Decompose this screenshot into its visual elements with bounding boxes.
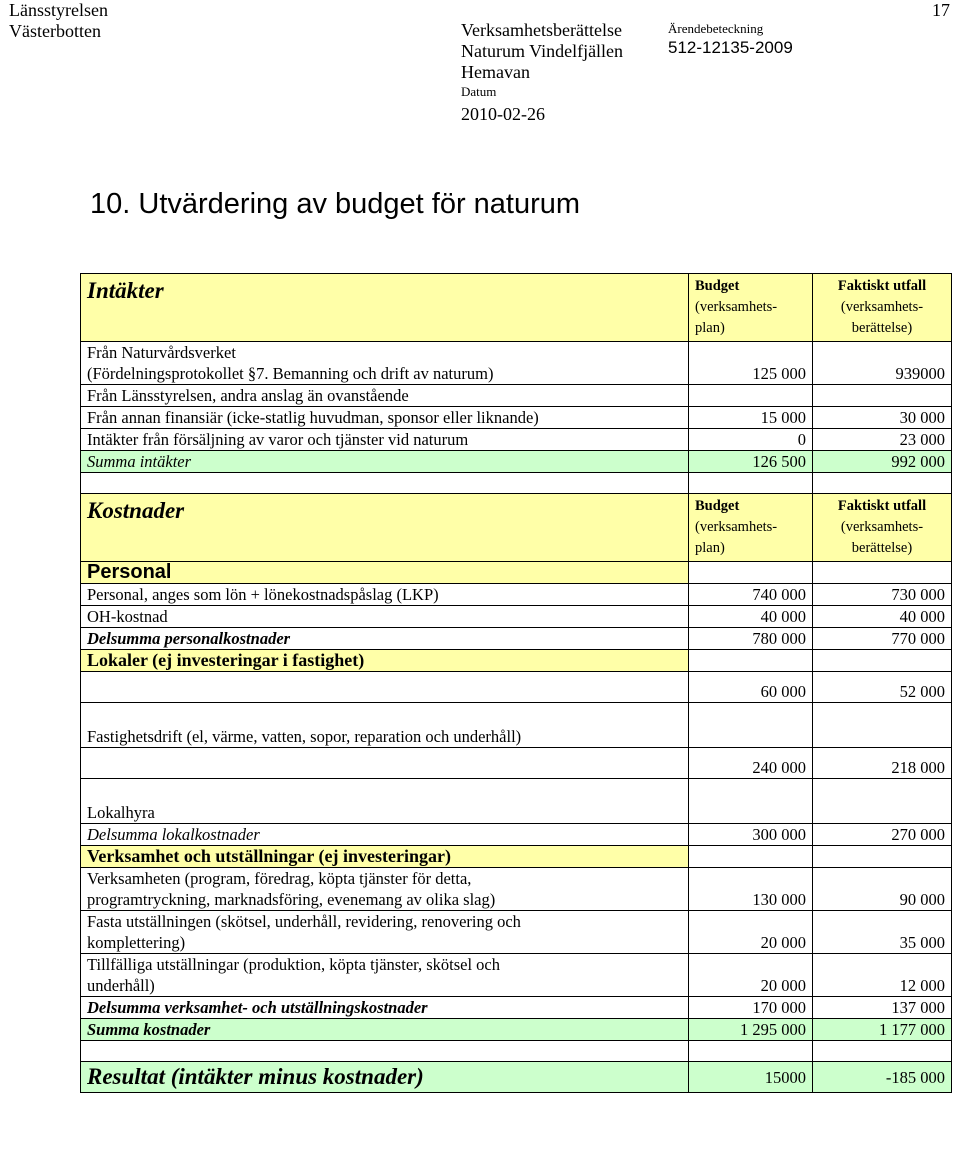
subtotal-actual: 137 000	[813, 997, 952, 1019]
budget-column-header	[689, 274, 813, 342]
premises-heading: Lokaler (ej investeringar i fastighet)	[81, 650, 689, 672]
actual-value: 30 000	[813, 407, 952, 429]
result-budget: 15000	[689, 1062, 813, 1093]
section-title: 10. Utvärdering av budget för naturum	[90, 188, 581, 220]
row-label	[81, 911, 689, 954]
total-budget: 1 295 000	[689, 1019, 813, 1041]
actual-column-sub1: (verksamhets-	[840, 519, 924, 535]
premises-rent-values	[81, 748, 952, 779]
actual-column-sub2: berättelse)	[851, 540, 913, 556]
budget-value: 240 000	[689, 748, 813, 779]
total-actual: 1 177 000	[813, 1019, 952, 1041]
table-row	[81, 429, 952, 451]
subtotal-actual: 270 000	[813, 824, 952, 846]
budget-value: 20 000	[689, 911, 813, 954]
table-row	[81, 868, 952, 911]
row-label: Fastighetsdrift (el, värme, vatten, sopor, reparation och underhåll)	[81, 703, 689, 748]
row-label-line-1: Tillfälliga utställningar (produktion, köpta tjänster, skötsel och	[87, 955, 501, 974]
actual-value: 52 000	[813, 672, 952, 703]
actual-value: 90 000	[813, 868, 952, 911]
table-row	[81, 342, 952, 385]
budget-column-sub2: plan)	[695, 320, 725, 336]
row-label	[81, 868, 689, 911]
income-total-row	[81, 451, 952, 473]
premises-operations-row	[81, 703, 952, 748]
subtotal-row	[81, 997, 952, 1019]
row-label: Från annan finansiär (icke-statlig huvudman, sponsor eller liknande)	[81, 407, 689, 429]
date-label: Datum	[461, 84, 497, 99]
spacer-row	[81, 1041, 952, 1062]
result-row	[81, 1062, 952, 1093]
actual-column-header	[813, 274, 952, 342]
actual-value: 218 000	[813, 748, 952, 779]
actual-value	[813, 385, 952, 407]
subtotal-actual: 770 000	[813, 628, 952, 650]
budget-value: 740 000	[689, 584, 813, 606]
income-heading: Intäkter	[81, 274, 689, 342]
costs-header-row	[81, 494, 952, 562]
income-header-row	[81, 274, 952, 342]
subtotal-row	[81, 628, 952, 650]
actual-column-title: Faktiskt utfall	[837, 278, 927, 294]
reference-value: 512-12135-2009	[668, 38, 793, 57]
row-label: Från Länsstyrelsen, andra anslag än ovanstående	[81, 385, 689, 407]
table-row	[81, 954, 952, 997]
document-info	[461, 20, 623, 125]
actual-value: 40 000	[813, 606, 952, 628]
table-row	[81, 584, 952, 606]
date-value: 2010-02-26	[461, 104, 545, 124]
doc-title: Verksamhetsberättelse	[461, 20, 622, 40]
row-label-line-2: komplettering)	[87, 933, 186, 952]
subtotal-budget: 300 000	[689, 824, 813, 846]
row-label-line-1: Från Naturvårdsverket	[87, 343, 236, 362]
total-actual: 992 000	[813, 451, 952, 473]
table-row	[81, 407, 952, 429]
subtotal-budget: 170 000	[689, 997, 813, 1019]
subtotal-row	[81, 824, 952, 846]
budget-column-sub1: (verksamhets-	[695, 299, 778, 315]
budget-value: 60 000	[689, 672, 813, 703]
budget-value: 40 000	[689, 606, 813, 628]
reference-block	[668, 20, 793, 58]
table-row	[81, 606, 952, 628]
personal-heading: Personal	[81, 562, 689, 584]
budget-column-title: Budget	[695, 498, 740, 514]
premises-rent-row	[81, 779, 952, 824]
premises-operations-values	[81, 672, 952, 703]
budget-value	[689, 385, 813, 407]
premises-heading-row	[81, 650, 952, 672]
row-label-line-1: Fasta utställningen (skötsel, underhåll, revidering, renovering och	[87, 912, 521, 931]
result-actual: -185 000	[813, 1062, 952, 1093]
total-label: Summa intäkter	[81, 451, 689, 473]
row-label	[81, 954, 689, 997]
costs-total-row	[81, 1019, 952, 1041]
row-label-line-2: underhåll)	[87, 976, 155, 995]
row-label: Intäkter från försäljning av varor och tjänster vid naturum	[81, 429, 689, 451]
actual-value: 12 000	[813, 954, 952, 997]
budget-column-sub1: (verksamhets-	[695, 519, 778, 535]
row-label	[81, 342, 689, 385]
total-label: Summa kostnader	[81, 1019, 689, 1041]
budget-column-sub2: plan)	[695, 540, 725, 556]
activities-heading-row	[81, 846, 952, 868]
table-row	[81, 911, 952, 954]
total-budget: 126 500	[689, 451, 813, 473]
spacer-row	[81, 473, 952, 494]
row-label-line-2: programtryckning, marknadsföring, evenemang av olika slag)	[87, 890, 496, 909]
row-label: Personal, anges som lön + lönekostnadspåslag (LKP)	[81, 584, 689, 606]
result-label: Resultat (intäkter minus kostnader)	[81, 1062, 689, 1093]
actual-value: 35 000	[813, 911, 952, 954]
activities-heading: Verksamhet och utställningar (ej investeringar)	[81, 846, 689, 868]
actual-column-sub2: berättelse)	[851, 320, 913, 336]
page-number: 17	[932, 0, 950, 20]
organization-name	[9, 0, 108, 42]
budget-column-title: Budget	[695, 278, 740, 294]
row-label-line-2: (Fördelningsprotokollet §7. Bemanning och drift av naturum)	[87, 364, 494, 383]
subtotal-label: Delsumma personalkostnader	[81, 628, 689, 650]
costs-heading: Kostnader	[81, 494, 689, 562]
budget-value: 15 000	[689, 407, 813, 429]
org-line-2: Västerbotten	[9, 21, 101, 41]
doc-subtitle: Naturum Vindelfjällen	[461, 41, 624, 61]
row-label: OH-kostnad	[81, 606, 689, 628]
actual-column-sub1: (verksamhets-	[840, 299, 924, 315]
budget-column-header	[689, 494, 813, 562]
budget-value: 130 000	[689, 868, 813, 911]
budget-value: 0	[689, 429, 813, 451]
budget-value: 20 000	[689, 954, 813, 997]
actual-value: 730 000	[813, 584, 952, 606]
actual-value: 23 000	[813, 429, 952, 451]
actual-value: 939000	[813, 342, 952, 385]
budget-value: 125 000	[689, 342, 813, 385]
subtotal-budget: 780 000	[689, 628, 813, 650]
subtotal-label: Delsumma verksamhet- och utställningskostnader	[81, 997, 689, 1019]
budget-table	[80, 273, 952, 1093]
reference-label: Ärendebeteckning	[668, 21, 764, 36]
doc-location: Hemavan	[461, 62, 530, 82]
table-row	[81, 385, 952, 407]
row-label-line-1: Verksamheten (program, föredrag, köpta tjänster för detta,	[87, 869, 472, 888]
org-line-1: Länsstyrelsen	[9, 0, 108, 20]
actual-column-title: Faktiskt utfall	[837, 498, 927, 514]
row-label: Lokalhyra	[81, 779, 689, 824]
personal-heading-row	[81, 562, 952, 584]
actual-column-header	[813, 494, 952, 562]
subtotal-label: Delsumma lokalkostnader	[81, 824, 689, 846]
